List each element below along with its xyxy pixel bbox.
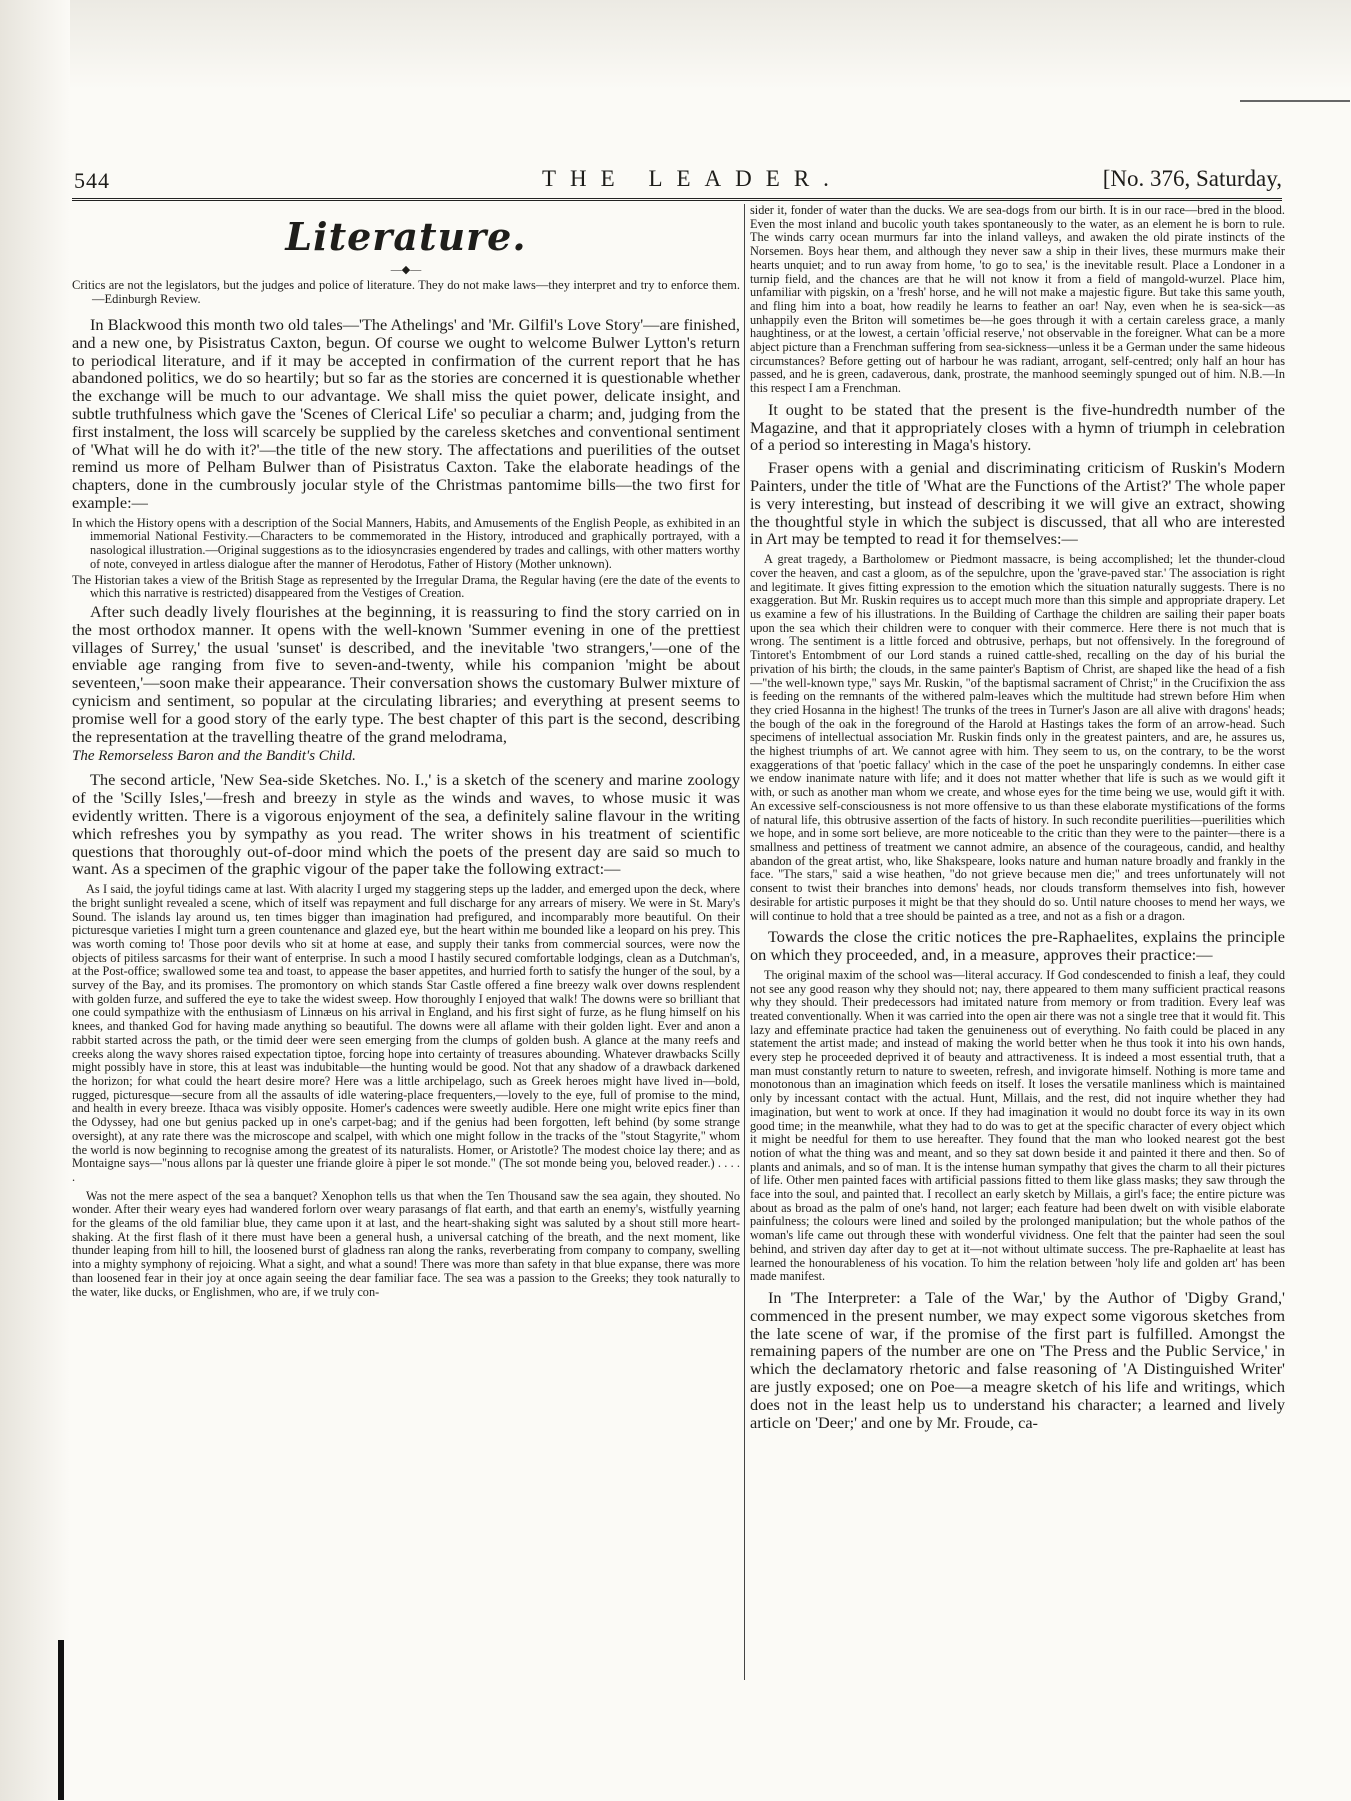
article-paragraph: It ought to be stated that the present is the five-hundredth number of the Magazine, and that it appropriately closes with a hymn of triumph in celebration of a period so interesting in Maga's history. [750, 399, 1285, 455]
extract-paragraph: Was not the mere aspect of the sea a banquet? Xenophon tells us that when the Ten Thousand saw the sea again, they shouted. No wonder. After their weary eyes had wandered forlorn over weary parasangs of flat earth, and that earth an enemy's, wistfully yearning for the gleams of the old familiar blue, they came upon it at last, and the heart-shaking sight was saluted by a shout still more heart-shaking. At the first flash of it there must have been a general hush, a universal catching of the breath, and the next moment, like thunder leaping from hill to hill, the loosened burst of gladness ran along the ranks, reverberating from company to company, swelling into a mighty symphony of rejoicing. What a sight, and what a sound! There was more than safety in that blue expanse, there was more than loosened fear in their joy at once again seeing the dear familiar face. The sea was a passion to the Greeks; they took naturally to the water, like ducks, or Englishmen, who are, if we truly con- [72, 1188, 740, 1299]
article-paragraph: In 'The Interpreter: a Tale of the War,' by the Author of 'Digby Grand,' commenced in the present number, we may expect some vigorous sketches from the late scene of war, if the promise of the first part is fulfilled. Amongst the remaining papers of the number are one on 'The Press and the Public Service,' in which the declamatory rhetoric and false reasoning of 'A Distinguished Writer' are justly exposed; one on Poe—a meagre sketch of his life and writings, which does not in the least help us to understand his character; a learned and lively article on 'Deer;' and one by Mr. Froude, ca- [750, 1287, 1285, 1432]
masthead: THE LEADER. [542, 166, 843, 191]
extract-paragraph: The original maxim of the school was—literal accuracy. If God condescended to finish a leaf, they could not see any good reason why they should not; nay, there appeared to them many sufficient practical reasons why they should. Their predecessors had imitated nature from memory or from tradition. Every leaf was treated conventionally. When it was carried into the open air there was not a single tree that it would fit. This lazy and effeminate practice had taken the genuineness out of everything. No faith could be placed in any statement the artist made; and instead of making the world better when he thus took it into his own hands, every step he proceeded deprived it of beauty and attractiveness. It is indeed a most essential truth, that a man must constantly return to nature to sweeten, refresh, and invigorate himself. Nothing is more tame and monotonous than an imagination which feeds on itself. It loses the versatile manliness which is maintained only by incessant contact with the actual. Hunt, Millais, and the rest, did not inquire whether they had imagination, but went to work at once. If they had imagination it would no doubt force its way in its own good time; in the meanwhile, what they had to do was to get at the specific character of every object which it might be needful for them to use hereafter. They found that the man who looked nearest got the best notion of what the thing was and meant, and so they sat down beside it and painted it there and then. So of plants and animals, and so of man. It is the intense human sympathy that gives the charm to all their pictures of life. Other men painted faces with artificial passions fitted to them like glass masks; they saw through the face into the soul, and painted that. I recollect an early sketch by Millais, a girl's face; the entire picture was about as broad as the palm of one's hand, not larger; each feature had been dwelt on with visible elaborate painfulness; the colours were lined and soiled by the prolonged manipulation; but the whole pathos of the woman's life came out through these with wonderful vividness. One felt that the painter had seen the soul behind, and striven day after day to get at it—not without ultimate success. The pre-Raphaelite at least has learned the honourableness of his vocation. To him the relation between 'holy life and golden art' has been made manifest. [750, 967, 1285, 1284]
extract-paragraph: As I said, the joyful tidings came at last. With alacrity I urged my staggering steps up the ladder, and emerged upon the deck, where the bright sunlight revealed a scene, which of itself was repayment and full discharge for any arrears of misery. We were in St. Mary's Sound. The islands lay around us, ten times bigger than imagination had prefigured, and incomparably more beautiful. On their picturesque varieties I might turn a green countenance and glazed eye, but the heart within me bounded like a leopard on his prey. This was worth coming to! Those poor devils who sit at home at ease, and supply their tanks from commercial sources, were now the objects of pitiless sarcasms for their want of enterprise. In such a mood I hastily secured comfortable lodgings, clean as a Dutchman's, at the Post-office; swallowed some tea and toast, to appease the baser appetites, and hurried forth to satisfy the hunger of the soul, by a survey of the Bay, and its promises. The promontory on which stands Star Castle offered a fine breezy walk over downs resplendent with golden furze, and suffered the eye to take the widest sweep. How thoroughly I enjoyed that walk! The downs were so brilliant that one could sympathize with the enthusiasm of Linnæus on his arrival in England, and his first sight of furze, as he flung himself on his knees, and thanked God for having made anything so beautiful. The downs were all aflame with their golden light. Ever and anon a rabbit started across the path, or the timid deer were seen emerging from the clumps of golden bush. A glance at the many reefs and creeks along the wavy shores raised expectation tiptoe, forcing hope into certainty of treasures abounding. Whatever drawbacks Scilly might possibly have in store, this at least was indubitable—the hunting would be good. Not that any shadow of a drawback darkened the horizon; for what could the heart desire more? Here was a little archipelago, such as Greek heroes might have lived in—bold, rugged, picturesque—secure from all the assaults of idle watering-place frequenters,—lovely to the eye, full of promise to the mind, and health in every breeze. Ithaca was visibly opposite. Homer's cadences were sweetly audible. Here one might write epics finer than the Odyssey, had one but genius packed up in one's carpet-bag; and if the genius had been forgotten, left behind (by some strange oversight), at any rate there was the microscope and scalpel, with which one might follow in the tracks of the "stout Stagyrite," whom the world is now beginning to recognise among the greatest of its naturalists. Homer, or Aristotle? The modest choice lay there; and as Montaigne says—"nous allons par là quester une friande gloire à piper le sot monde." (The sot monde being you, beloved reader.) . . . . . [72, 882, 740, 1184]
chapter-heading-quote: The Historian takes a view of the British Stage as represented by the Irregular Drama, the Regular having (ere the date of the events to which this narrative is restricted) disappeared from the Vestiges of Creation. [72, 572, 740, 601]
article-paragraph: The second article, 'New Sea-side Sketches. No. I.,' is a sketch of the scenery and marine zoology of the 'Scilly Isles,'—fresh and breezy in style as the winds and waves, to whose music it was evidently written. There is a vigorous enjoyment of the sea, a definitely saline flavour in the writing which refreshes you by sympathy as you read. The writer shows in his treatment of scientific questions that thoroughly out-of-door mind which the poets of the present day are said so much to want. As a specimen of the graphic vigour of the paper take the following extract:— [72, 770, 740, 879]
chapter-heading-quote: In which the History opens with a description of the Social Manners, Habits, and Amusements of the English People, as exhibited in an immemorial National Festivity.—Characters to be commemorated in the History, introduced and graphically portrayed, with a nasological illustration.—Original suggestions as to the idiosyncrasies engendered by trades and callings, with other matters worthy of note, conveyed in artless dialogue after the manner of Herodotus, Father of History (Mother unknown). [72, 515, 740, 571]
column-left [72, 204, 740, 1684]
article-paragraph: In Blackwood this month two old tales—'The Athelings' and 'Mr. Gilfil's Love Story'—are finished, and a new one, by Pisistratus Caxton, begun. Of course we ought to welcome Bulwer Lytton's return to periodical literature, and if it may be accepted in confirmation of the current report that he has abandoned politics, we do so heartily; but so far as the stories are concerned it is questionable whether the exchange will be much to our advantage. We shall miss the quiet power, delicate insight, and subtle truthfulness which gave the 'Scenes of Clerical Life' so peculiar a charm; and, judging from the first instalment, the loss will scarcely be supplied by the careless sketches and conventional sentiment of 'What will he do with it?'—the title of the new story. The affectations and puerilities of the outset remind us more of Pelham Bulwer than of Pisistratus Caxton. Take the elaborate headings of the chapters, done in the cumbrously jocular style of the Christmas pantomime bills—the two first for example:— [72, 315, 740, 512]
scan-artifact [58, 1640, 64, 1800]
header-rule [72, 198, 1282, 201]
title-ornament: —◆— [390, 264, 422, 276]
scan-artifact [1240, 100, 1350, 102]
extract-paragraph: sider it, fonder of water than the ducks. We are sea-dogs from our birth. It is in our race—bred in the blood. Even the most inland and bucolic youth takes spontaneously to the water, as an element he is born to rule. The winds carry ocean murmurs far into the inland valleys, and awaken the old pirate instincts of the Norsemen. Boys hear them, and although they never saw a ship in their lives, these murmurs make their hearts unquiet; and to run away from home, 'to go to sea,' is the inevitable result. Place a Londoner in a turnip field, and the chances are that he will not know it from a field of mangold-wurzel. Place him, unfamiliar with pigskin, on a 'fresh' horse, and he will not make a majestic figure. But take this same youth, and fling him into a boat, how readily he learns to feather an oar! Nay, even when he is sea-sick—as unhappily even the Briton will sometimes be—he goes through it with a certain careless grace, a manly haughtiness, or at the lowest, a certain 'official reserve,' not observable in the foreigner. What can be a more abject picture than a Frenchman suffering from sea-sickness—unless it be a German under the same hideous circumstances? Before getting out of harbour he was radiant, arrogant, self-centred; only half an hour has passed, and he is green, cadaverous, dank, prostrate, the manhood seemingly spunged out of him. N.B.—In this respect I am a Frenchman. [750, 204, 1285, 396]
column-divider [744, 204, 745, 1680]
section-title: Literature. [285, 214, 527, 259]
article-paragraph: After such deadly lively flourishes at the beginning, it is reassuring to find the story carried on in the most orthodox manner. It opens with the well-known 'Summer evening in one of the prettiest villages of Surrey,' the usual 'sunset' is described, and the inevitable 'two strangers,'—one of the enviable age ranging from five to seven-and-twenty, while his companion 'might be about seventeen,'—soon make their appearance. Their conversation shows the customary Bulwer mixture of cynicism and sentiment, so popular at the circulating libraries; and everything at present seems to promise well for a good story of the early type. The best chapter of this part is the second, describing the representation at the travelling theatre of the grand melodrama, [72, 601, 740, 746]
article-paragraph: Towards the close the critic notices the pre-Raphaelites, explains the principle on which they proceeded, and, in a measure, approves their practice:— [750, 927, 1285, 964]
page-number: 544 [74, 168, 110, 193]
extract-paragraph: A great tragedy, a Bartholomew or Piedmont massacre, is being accomplished; let the thunder-cloud cover the heaven, and cast a gloom, as of the sepulchre, upon the 'grave-paved star.' The association is right and legitimate. It gives fitting expression to the emotion which the situation naturally suggests. There is no exaggeration. But Mr. Ruskin requires us to accept much more than this simple and appropriate drapery. Let us examine a few of his illustrations. In the Building of Carthage the children are sailing their paper boats upon the sea which their children were to conquer with their commerce. Here there is not much that is wrong. The sentiment is a little forced and obtrusive, perhaps, but not offensively. In the foreground of Tintoret's Entombment of our Lord stands a ruined cattle-shed, recalling on the day of his burial the privation of his birth; the clouds, in the same painter's Baptism of Christ, are shaped like the head of a fish—"the well-known type," says Mr. Ruskin, "of the baptismal sacrament of Christ;" in the Crucifixion the ass is feeding on the remnants of the withered palm-leaves which the multitude had strewn before Him when they cried Hosanna in the highest! The trunks of the trees in Turner's Jason are all alive with dragons' heads; the bough of the oak in the foreground of the Harold at Hastings takes the form of an arrow-head. Such specimens of intellectual association Mr. Ruskin finds only in the greatest painters, and are, he assures us, the highest triumphs of art. We cannot agree with him. They seem to us, on the contrary, to be the worst exaggerations of that 'poetic fallacy' which in the case of the poet he unsparingly condemns. In either case we endow inanimate nature with life; and it does not matter whether that life is such as we would gift it with, or such as another man whom we create, and whose eyes for the time being we use, would gift it with. An excessive self-consciousness is not more offensive to us than these elaborate mystifications of the forms of natural life, this obtrusive assertion of the facts of history. In such recondite puerilities—puerilities which we hope, and in some sort believe, are more noticeable to the critic than they were to the painter—there is a smallness and pettiness of treatment we cannot admire, an absence of the courageous, candid, and healthy abandon of the great artist, who, like Shakspeare, looks nature and human nature broadly and frankly in the face. "The stars," said a wise heathen, "do not grieve because men die;" and trees unfortunately will not consent to twist their branches into demons' heads, nor clouds transform themselves into fish, however desirable for artistic purposes it might be that they should do so. Until nature chooses to mend her ways, we will continue to hold that a tree should be painted as a tree, and not as a fish or a dragon. [750, 552, 1285, 923]
article-paragraph: Fraser opens with a genial and discriminating criticism of Ruskin's Modern Painters, under the title of 'What are the Functions of the Artist?' The whole paper is very interesting, but instead of describing it we will give an extract, showing the thoughtful style in which the subject is discussed, that all who are interested in Art may be tempted to read it for themselves:— [750, 458, 1285, 549]
page-header [72, 166, 1282, 200]
melodrama-title: The Remorseless Baron and the Bandit's Child. [72, 748, 356, 765]
scan-shadow-left [0, 0, 70, 1801]
column-right [750, 204, 1285, 1684]
epigraph: Critics are not the legislators, but the judges and police of literature. They do not make laws—they interpret and try to enforce them.—Edinburgh Review. [72, 278, 740, 306]
issue-label: [No. 376, Saturday, [1102, 166, 1282, 191]
scan-shadow-top [0, 0, 1351, 90]
